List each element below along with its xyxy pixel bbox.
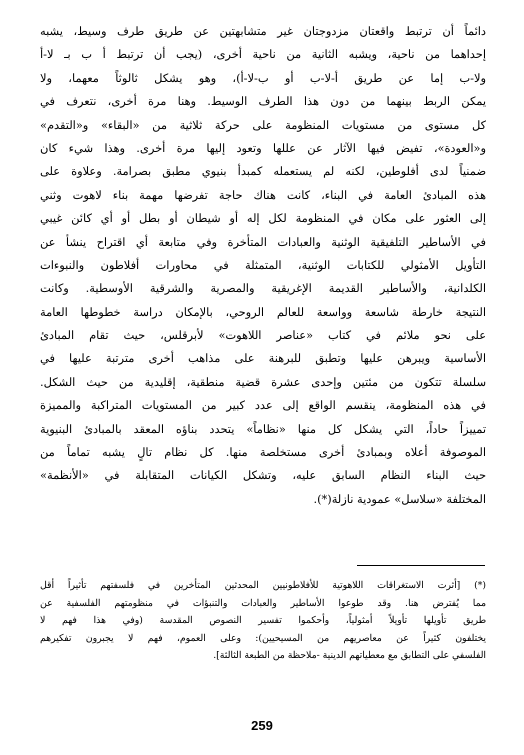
text-line: ولا-ب إما عن طريق أ-لا-ب أو ب-لا-أ)، وهو يشكل ثالوثاً معهما، ولا bbox=[40, 70, 486, 85]
text-line: الموصوفة أعلاه وبمبادئ أخرى مستخلصة منها. كل نظام تالٍ يشبه تماماً من bbox=[40, 445, 486, 460]
page-number: 259 bbox=[251, 718, 273, 733]
text-line: إلى العثور على مكان في المنظومة لكل إله أو شيطان أو بطل أو أي كائن غيبي bbox=[40, 211, 486, 226]
text-line: تمييزاً حاداً، التي يشكل كل منها «نظاماً» يتحدد بناؤه المعقد بالمبادئ البنيوية bbox=[40, 421, 486, 436]
footnote bbox=[40, 577, 486, 665]
text-line: الكلدانية، والأساطير القديمة الإغريقية والمصرية والشرقية الأوسطية. وكانت bbox=[40, 281, 486, 296]
text-line: و«العودة»، تفيض فيها الآثار عن عللها وتعود إليها مرة أخرى. وهذا شيء كان bbox=[40, 140, 486, 155]
text-line: التأويل الأمثولي للكتابات الوثنية، المتمثلة في محاورات أفلاطون والنبوءات bbox=[40, 257, 486, 272]
text-line: النتيجة خارطة شاسعة وواسعة للعالم الروحي، بالإمكان دراسة خطوطها العامة bbox=[40, 304, 486, 319]
footnote-line: طريق تأويلها تأويلاً أمثولياً، وأحكموا تفسير النصوص المقدسة (وفي هذا فهم لا bbox=[40, 615, 486, 627]
footnote-line: يختلفون كثيراً عن معاصريهم من المسيحيين): وعلى العموم، فهم لا يجبرون تفكيرهم bbox=[40, 632, 486, 644]
text-line: كل مستوى من مستويات المنظومة على حركة ثلاثية من «البقاء» و«التقدم» bbox=[40, 117, 486, 132]
text-line: ضمنياً لدى أفلوطين، لكنه لم يستعمله كمبدأ بنيوي مطبق بصرامة. وعلاوة على bbox=[40, 164, 486, 179]
text-line: في هذه المنظومة، ينقسم الواقع إلى عدد كبير من المستويات المتراكبة والمميزة bbox=[40, 398, 486, 413]
text-line: هذه المبادئ العامة في البناء، كانت هناك حاجة تفرضها مهمة بناء لاهوت وثني bbox=[40, 187, 486, 202]
footnote-separator bbox=[357, 565, 485, 566]
text-line: إحداهما من ناحية، ويشبه الثانية من ناحية أخرى، (يجب أن ترتبط أ ب بـ لا-أ bbox=[40, 47, 486, 62]
text-line: المختلفة «سلاسل» عمودية نازلة(*). bbox=[313, 491, 486, 506]
text-line: الأساسية ويبرهن عليها وتطبق للبرهنة على مذاهب أخرى مترتبة عليها في bbox=[40, 351, 486, 366]
main-text bbox=[40, 20, 486, 511]
text-line: حيث البناء النظام السابق عليه، وتشكل الكيانات المتقابلة في «الأنظمة» bbox=[40, 468, 486, 483]
text-line: سلسلة تتكون من مئتين وإحدى عشرة قضية منطقية، إقليدية من حيث الشكل. bbox=[40, 374, 486, 389]
footnote-line: الفلسفي على التطابق مع معطياتهم الدينية -ملاحظة من الطبعة الثالثة]. bbox=[213, 650, 486, 662]
text-line: على نحو ملائم في كتاب «عناصر اللاهوت» لأبرقلس، حيث تقام المبادئ bbox=[40, 328, 486, 343]
footnote-line: مما يُفترض هنا. وقد طوعوا الأساطير والعبادات والتنبؤات في منظومتهم الفلسفية عن bbox=[40, 597, 486, 609]
footnote-line: (*) [أثرت الاستغراقات اللاهوتية للأفلاطونيين المحدثين المتأخرين في فلسفتهم تأثيراً أقل bbox=[40, 580, 486, 591]
text-line: يمكن الربط بينهما من دون هذا الطرف الوسيط. وهنا مرة أخرى، نتعرف في bbox=[40, 94, 486, 109]
text-line: دائماً أن ترتبط واقعتان مزدوجتان غير متشابهتين عن طريق طرف وسيط، يشبه bbox=[40, 24, 486, 38]
text-line: في الأساطير التلفيقية الوثنية والعبادات المتأخرة وفي متابعة أي اقتراح ينشأ عن bbox=[40, 234, 486, 249]
